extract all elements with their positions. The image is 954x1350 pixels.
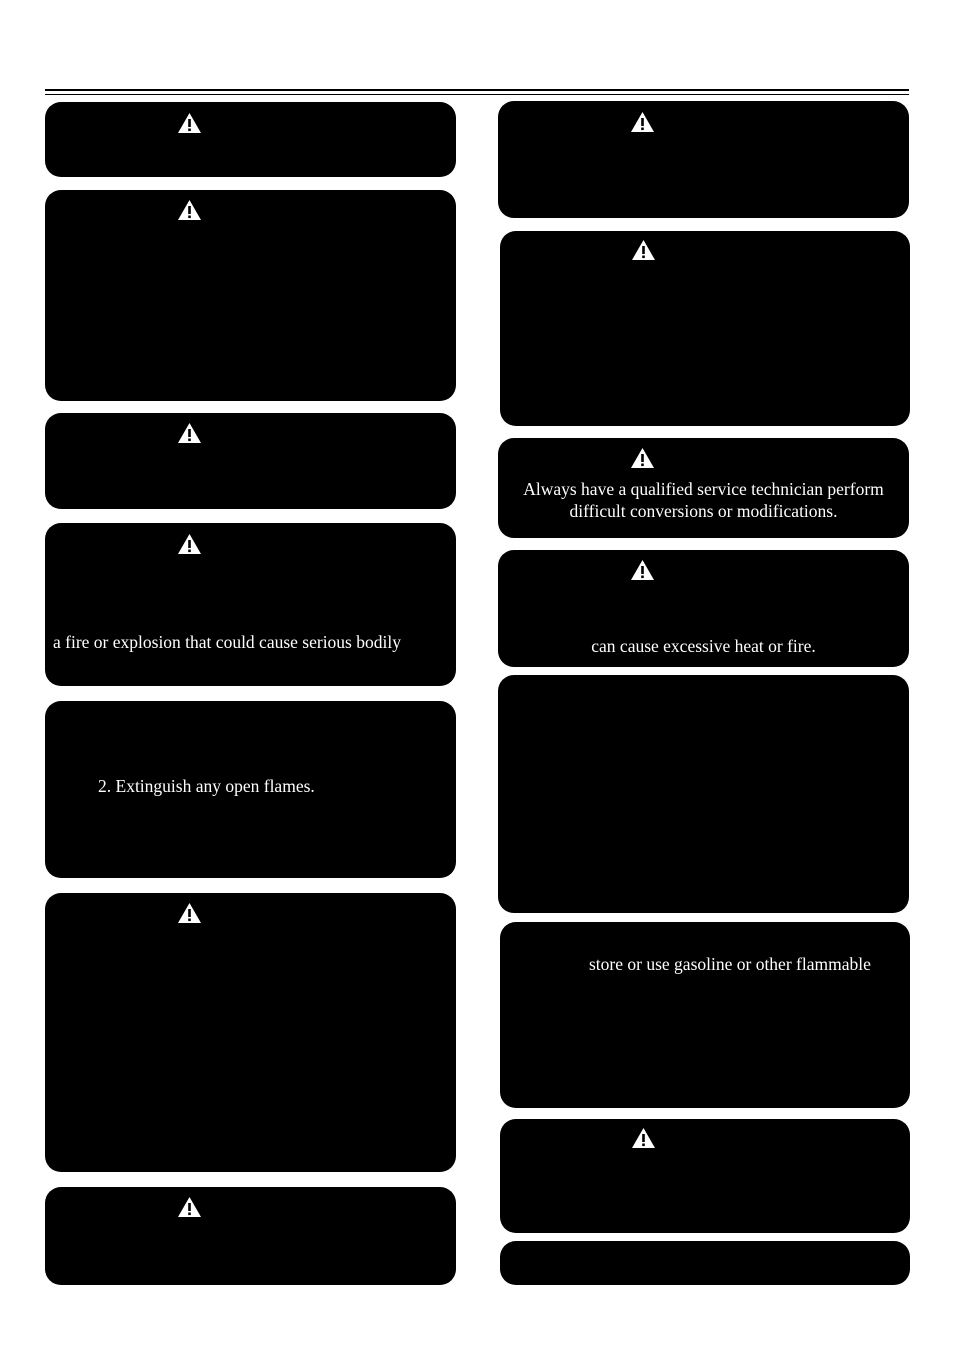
warning-triangle-icon: [177, 902, 202, 924]
info-box-right-6: [500, 922, 910, 1108]
warning-triangle-icon: [177, 1196, 202, 1218]
warning-box-right-2: [500, 231, 910, 426]
warning-text-line-2: difficult conversions or modifications.: [569, 501, 838, 521]
warning-triangle-icon: [177, 422, 202, 444]
warning-text: can cause excessive heat or fire.: [591, 636, 816, 656]
info-box-left-5: [45, 701, 456, 878]
warning-triangle-icon: [630, 111, 655, 133]
warning-triangle-icon: [631, 239, 656, 261]
warning-triangle-icon: [630, 559, 655, 581]
warning-triangle-icon: [630, 447, 655, 469]
warning-text: a fire or explosion that could cause serious bodily: [53, 632, 401, 652]
warning-box-right-1: [498, 101, 909, 218]
warning-triangle-icon: [177, 533, 202, 555]
warning-box-right-7: [500, 1119, 910, 1233]
warning-box-left-4: [45, 523, 456, 686]
warning-box-right-4: [498, 550, 909, 667]
warning-text-line-1: Always have a qualified service technician perform: [523, 479, 884, 499]
info-box-right-8: [500, 1241, 910, 1285]
warning-triangle-icon: [177, 199, 202, 221]
warning-triangle-icon: [177, 112, 202, 134]
warning-box-left-1: [45, 102, 456, 177]
instruction-step-2: 2. Extinguish any open flames.: [98, 776, 315, 796]
warning-triangle-icon: [631, 1127, 656, 1149]
warning-box-left-7: [45, 1187, 456, 1285]
warning-box-left-3: [45, 413, 456, 509]
warning-box-right-3: [498, 438, 909, 538]
header-rule-thin: [45, 94, 909, 95]
warning-box-left-2: [45, 190, 456, 401]
info-box-right-5: [498, 675, 909, 913]
safety-text: store or use gasoline or other flammable: [589, 954, 871, 974]
warning-box-left-6: [45, 893, 456, 1172]
header-rule-thick: [45, 89, 909, 91]
